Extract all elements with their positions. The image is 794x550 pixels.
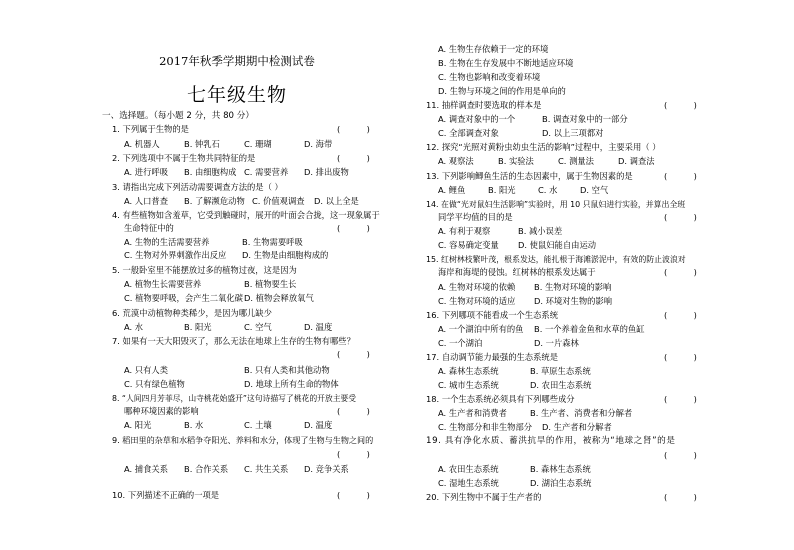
question-14: 14. 在做“光对鼠妇生活影响”实验时，用 10 只鼠妇进行实验，并算出全班 <box>426 200 686 209</box>
options-1 <box>124 139 332 150</box>
section-heading: 一、选择题。（每小题 2 分，共 80 分） <box>102 111 254 121</box>
options-5a <box>124 279 296 290</box>
option[interactable]: A. 调查对象中的一个 <box>438 114 516 124</box>
options-14b <box>438 240 596 251</box>
answer-bracket-19[interactable]: ( ) <box>664 450 697 460</box>
options-4b <box>124 250 328 261</box>
option[interactable]: B. 生物对环境的影响 <box>534 282 612 292</box>
question-4-cont: 生命特征中的 <box>124 223 174 233</box>
option[interactable]: B. 只有人类和其他动物 <box>244 365 330 375</box>
answer-bracket-11[interactable]: ( ) <box>664 100 697 110</box>
question-19: 19. 具有净化水质、蓄洪抗旱的作用，被称为“地球之肾”的是 <box>426 436 676 446</box>
question-11: 11. 抽样调查时要选取的样本是 <box>426 100 542 110</box>
option[interactable]: B. 阳光 <box>184 322 212 332</box>
option[interactable]: C. 城市生态系统 <box>438 380 499 390</box>
question-15: 15. 红树林枝繁叶茂，根系发达，能扎根于海滩淤泥中，有效的防止波浪对 <box>426 255 686 264</box>
option[interactable]: D. 湖泊生态系统 <box>530 478 592 488</box>
answer-bracket-8[interactable]: ( ) <box>337 406 370 416</box>
option[interactable]: D. 农田生态系统 <box>530 380 592 390</box>
options-18a <box>438 408 632 419</box>
answer-bracket-1[interactable]: ( ) <box>337 124 370 134</box>
answer-bracket-2[interactable]: ( ) <box>337 153 370 163</box>
option[interactable]: A. 阳光 <box>124 420 152 430</box>
question-18: 18. 一个生态系统必须具有下列哪些成分 <box>426 394 575 404</box>
question-17: 17. 自动调节能力最强的生态系统是 <box>426 352 558 362</box>
option[interactable]: D. 生物与环境之间的作用是单向的 <box>438 86 566 96</box>
options-8 <box>124 420 332 431</box>
question-13: 13. 下列影响鲫鱼生活的生态因素中，属于生物因素的是 <box>426 171 633 181</box>
option[interactable]: D. 温度 <box>304 322 333 332</box>
option[interactable]: A. 观察法 <box>438 156 474 166</box>
question-5: 5. 一般卧室里不能摆放过多的植物过夜，这是因为 <box>112 265 297 275</box>
answer-bracket-16[interactable]: ( ) <box>664 310 697 320</box>
options-19a <box>438 464 591 475</box>
option[interactable]: B. 生物需要呼吸 <box>242 237 303 247</box>
question-8-cont: 哪种环境因素的影响 <box>124 406 199 416</box>
option[interactable]: B. 生物在生存发展中不断地适应环境 <box>438 58 574 68</box>
option[interactable]: B. 草原生态系统 <box>530 366 591 376</box>
option[interactable]: D. 空气 <box>580 185 609 195</box>
option[interactable]: A. 生物对环境的依赖 <box>438 282 516 292</box>
question-2: 2. 下列选项中不属于生物共同特征的是 <box>112 153 256 163</box>
option[interactable]: B. 森林生态系统 <box>530 464 591 474</box>
option[interactable]: C. 生物对外界刺激作出反应 <box>124 250 227 260</box>
question-3: 3. 请指出完成下列活动需要调查方法的是（ ） <box>112 182 283 192</box>
options-11a <box>438 114 628 125</box>
option[interactable]: C. 空气 <box>244 322 272 332</box>
option[interactable]: B. 了解濒危动物 <box>184 196 245 206</box>
options-7b <box>124 379 339 390</box>
option[interactable]: C. 植物要呼吸，会产生二氧化碳 <box>124 293 243 303</box>
option[interactable]: A. 捕食关系 <box>124 464 168 474</box>
option[interactable]: B. 调查对象中的一部分 <box>542 114 628 124</box>
option[interactable]: D. 生产者和分解者 <box>542 422 612 432</box>
question-14-cont: 同学平均值的目的是 <box>438 212 513 222</box>
option[interactable]: D. 排出废物 <box>304 167 349 177</box>
option[interactable]: A. 植物生长需要营养 <box>124 279 202 289</box>
question-8: 8. “人间四月芳菲尽，山寺桃花始盛开”这句诗描写了桃花的开放主要受 <box>112 394 357 403</box>
question-20: 20. 下列生物中不属于生产者的 <box>426 492 542 502</box>
option[interactable]: A. 只有人类 <box>124 365 168 375</box>
answer-bracket-20[interactable]: ( ) <box>664 492 697 502</box>
option[interactable]: D. 海带 <box>304 139 333 149</box>
options-19b <box>438 478 591 489</box>
answer-bracket-10[interactable]: ( ) <box>337 490 370 500</box>
option[interactable]: A. 生物的生活需要营养 <box>124 237 210 247</box>
option[interactable]: D. 温度 <box>304 420 333 430</box>
option[interactable]: C. 湿地生态系统 <box>438 478 499 488</box>
subject-title: 七年级生物 <box>186 84 287 106</box>
option[interactable]: C. 价值观调查 <box>252 196 305 206</box>
option[interactable]: D. 生物是由细胞构成的 <box>242 250 329 260</box>
options-2 <box>124 167 349 178</box>
option[interactable]: D. 环境对生物的影响 <box>534 296 613 306</box>
option[interactable]: C. 生物对环境的适应 <box>438 296 516 306</box>
option[interactable]: B. 水 <box>184 420 204 430</box>
option[interactable]: D. 地球上所有生命的物体 <box>244 379 339 389</box>
option[interactable]: B. 减小误差 <box>518 226 563 236</box>
option[interactable]: C. 生物部分和非生物部分 <box>438 422 533 432</box>
options-18b <box>438 422 612 433</box>
answer-bracket-13[interactable]: ( ) <box>664 171 697 181</box>
options-5b <box>124 293 314 304</box>
option[interactable]: A. 水 <box>124 322 144 332</box>
option[interactable]: D. 使鼠妇能自由运动 <box>518 240 597 250</box>
option[interactable]: B. 实验法 <box>498 156 534 166</box>
option[interactable]: C. 珊瑚 <box>244 139 272 149</box>
option[interactable]: A. 人口普查 <box>124 196 168 206</box>
options-16b <box>438 338 579 349</box>
answer-bracket-17[interactable]: ( ) <box>664 352 697 362</box>
question-9: 9. 稻田里的杂草和水稻争夺阳光、养料和水分，体现了生物与生物之间的 <box>112 435 374 445</box>
options-9 <box>124 464 349 475</box>
options-16a <box>438 324 645 335</box>
options-17a <box>438 366 591 377</box>
option[interactable]: A. 机器人 <box>124 139 160 149</box>
options-15a <box>438 282 611 293</box>
options-17b <box>438 380 591 391</box>
option[interactable]: C. 需要营养 <box>244 167 289 177</box>
option[interactable]: B. 一个养着金鱼和水草的鱼缸 <box>534 324 645 334</box>
question-7: 7. 如果有一天大阳毁灭了，那么无法在地球上生存的生物有哪些？ <box>112 336 355 346</box>
option[interactable]: D. 调查法 <box>618 156 655 166</box>
option[interactable]: D. 竞争关系 <box>304 464 349 474</box>
option[interactable]: C. 一个湖泊 <box>438 338 483 348</box>
question-16: 16. 下列哪项不能看成一个生态系统 <box>426 310 558 320</box>
options-15b <box>438 296 612 307</box>
options-4a <box>124 237 303 248</box>
option[interactable]: C. 测量法 <box>558 156 594 166</box>
answer-bracket-4[interactable]: ( ) <box>337 223 370 233</box>
exam-title: 2017年秋季学期期中检测试卷 <box>159 54 315 68</box>
option[interactable]: D. 以上全是 <box>314 196 359 206</box>
option[interactable]: B. 阳光 <box>488 185 516 195</box>
option[interactable]: A. 有利于观察 <box>438 226 491 236</box>
option[interactable]: B. 合作关系 <box>184 464 229 474</box>
option[interactable]: B. 钟乳石 <box>184 139 220 149</box>
option[interactable]: C. 全部调查对象 <box>438 128 499 138</box>
question-10: 10. 下列描述不正确的一项是 <box>112 490 220 500</box>
option[interactable]: A. 鲤鱼 <box>438 185 466 195</box>
option[interactable]: B. 由细胞构成 <box>184 167 237 177</box>
option[interactable]: D. 一片森林 <box>534 338 579 348</box>
option[interactable]: C. 只有绿色植物 <box>124 379 185 389</box>
options-13 <box>438 185 608 196</box>
options-14a <box>438 226 562 237</box>
option[interactable]: C. 生物也影响和改变着环境 <box>438 72 541 82</box>
options-11b <box>438 128 603 139</box>
question-15-cont: 海岸和海堤的侵蚀。红树林的根系发达属于 <box>438 267 596 277</box>
option[interactable]: C. 土壤 <box>244 420 272 430</box>
option[interactable]: A. 森林生态系统 <box>438 366 499 376</box>
answer-bracket-15[interactable]: ( ) <box>664 267 697 277</box>
option[interactable]: D. 以上三项都对 <box>542 128 604 138</box>
question-1: 1. 下列属于生物的是 <box>112 124 189 134</box>
options-7a <box>124 365 330 376</box>
option[interactable]: C. 共生关系 <box>244 464 289 474</box>
option[interactable]: A. 生物生存依赖于一定的环境 <box>438 44 549 54</box>
option[interactable]: A. 生产者和消费者 <box>438 408 507 418</box>
answer-bracket-14[interactable]: ( ) <box>664 212 697 222</box>
options-12 <box>438 156 655 167</box>
option[interactable]: D. 植物会释放氧气 <box>244 293 314 303</box>
options-3 <box>124 196 359 207</box>
option[interactable]: A. 一个湖泊中所有的鱼 <box>438 324 524 334</box>
answer-bracket-9[interactable]: ( ) <box>337 449 370 459</box>
answer-bracket-18[interactable]: ( ) <box>664 394 697 404</box>
question-6: 6. 荒漠中动植物种类稀少，是因为哪儿缺少 <box>112 308 272 318</box>
option[interactable]: A. 进行呼吸 <box>124 167 168 177</box>
answer-bracket-7[interactable]: ( ) <box>337 349 370 359</box>
question-4: 4. 有些植物如含羞草，它受到触碰时，展开的叶面会合拢，这一现象属于 <box>112 210 380 220</box>
option[interactable]: B. 生产者、消费者和分解者 <box>530 408 633 418</box>
question-12: 12. 探究“光照对黄粉虫幼虫生活的影响”过程中，主要采用（ ） <box>426 142 661 152</box>
option[interactable]: B. 植物要生长 <box>244 279 297 289</box>
option[interactable]: A. 农田生态系统 <box>438 464 499 474</box>
option[interactable]: C. 水 <box>538 185 558 195</box>
options-6 <box>124 322 332 333</box>
option[interactable]: C. 容易确定变量 <box>438 240 499 250</box>
